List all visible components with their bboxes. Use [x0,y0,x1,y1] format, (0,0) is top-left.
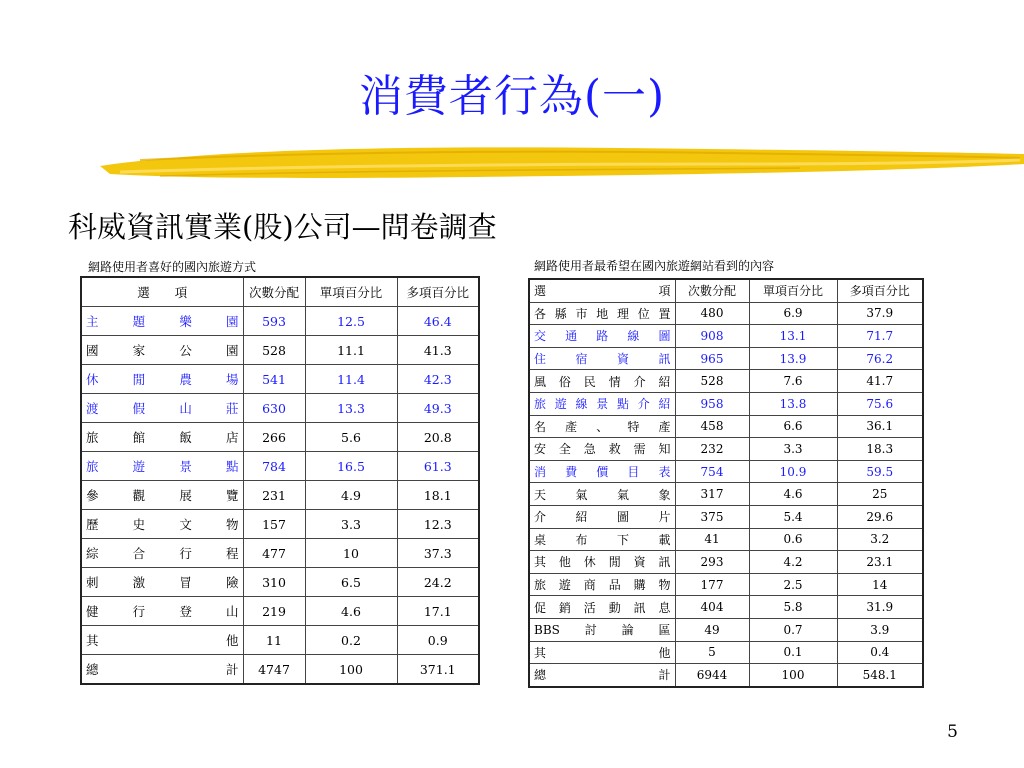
table-row [529,528,923,551]
cell-count: 310 [243,568,305,597]
row-label: 國家公園 [81,336,243,365]
cell-single: 6.6 [749,415,837,438]
cell-single: 7.6 [749,370,837,393]
row-label: 桌布下載 [529,528,675,551]
row-label: 交通路線圖 [529,325,675,348]
cell-count: 232 [675,438,749,461]
cell-multi: 61.3 [397,452,479,481]
cell-multi: 17.1 [397,597,479,626]
cell-multi: 41.7 [837,370,923,393]
row-label: 住宿資訊 [529,347,675,370]
cell-count: 231 [243,481,305,510]
cell-count: 528 [675,370,749,393]
cell-count: 4747 [243,655,305,685]
cell-multi: 371.1 [397,655,479,685]
column-header: 單項百分比 [749,279,837,302]
cell-single: 4.2 [749,551,837,574]
cell-multi: 59.5 [837,460,923,483]
cell-count: 458 [675,415,749,438]
row-label: 旅館飯店 [81,423,243,452]
cell-single: 10.9 [749,460,837,483]
cell-count: 958 [675,392,749,415]
cell-multi: 31.9 [837,596,923,619]
table-row [529,551,923,574]
cell-count: 266 [243,423,305,452]
cell-single: 10 [305,539,397,568]
table-row [529,438,923,461]
cell-single: 5.4 [749,505,837,528]
table-row [529,347,923,370]
table-row [81,597,479,626]
column-header: 次數分配 [675,279,749,302]
row-label: 安全急救需知 [529,438,675,461]
table-row [81,539,479,568]
column-header: 單項百分比 [305,277,397,307]
cell-count: 965 [675,347,749,370]
table-row [81,452,479,481]
table-row [529,641,923,664]
cell-single: 6.5 [305,568,397,597]
cell-multi: 24.2 [397,568,479,597]
cell-single: 13.1 [749,325,837,348]
cell-single: 0.2 [305,626,397,655]
row-label: 歷史文物 [81,510,243,539]
table-row [81,626,479,655]
table-row [81,655,479,685]
row-label: 天氣氣象 [529,483,675,506]
row-label: 刺激冒險 [81,568,243,597]
cell-count: 219 [243,597,305,626]
table-row [81,307,479,336]
table-row [529,573,923,596]
cell-single: 5.6 [305,423,397,452]
cell-multi: 3.9 [837,618,923,641]
cell-single: 4.6 [749,483,837,506]
cell-count: 6944 [675,664,749,687]
table-row [529,505,923,528]
cell-multi: 36.1 [837,415,923,438]
cell-multi: 76.2 [837,347,923,370]
row-label: 總計 [529,664,675,687]
cell-multi: 14 [837,573,923,596]
table2-caption: 網路使用者最希望在國內旅遊網站看到的內容 [534,259,775,273]
table-row [81,481,479,510]
row-label: 主題樂園 [81,307,243,336]
cell-multi: 37.3 [397,539,479,568]
cell-single: 0.1 [749,641,837,664]
cell-multi: 41.3 [397,336,479,365]
cell-multi: 18.1 [397,481,479,510]
cell-count: 480 [675,302,749,325]
cell-multi: 49.3 [397,394,479,423]
table-row [81,365,479,394]
cell-single: 0.6 [749,528,837,551]
table-row [529,392,923,415]
row-label: 其他休閒資訊 [529,551,675,574]
row-label: 旅遊景點 [81,452,243,481]
column-header: 選項 [529,279,675,302]
cell-single: 3.3 [305,510,397,539]
table-row [81,423,479,452]
table-header-row [81,277,479,307]
column-header: 選 項 [81,277,243,307]
row-label: 其他 [81,626,243,655]
cell-count: 293 [675,551,749,574]
cell-single: 0.7 [749,618,837,641]
cell-count: 908 [675,325,749,348]
cell-single: 11.1 [305,336,397,365]
cell-single: 13.8 [749,392,837,415]
table-row [81,510,479,539]
cell-multi: 18.3 [837,438,923,461]
cell-multi: 3.2 [837,528,923,551]
table-row [529,460,923,483]
cell-multi: 20.8 [397,423,479,452]
cell-single: 13.3 [305,394,397,423]
website-content-table [528,278,924,688]
cell-count: 541 [243,365,305,394]
row-label: 休閒農場 [81,365,243,394]
cell-single: 2.5 [749,573,837,596]
cell-multi: 0.4 [837,641,923,664]
cell-multi: 37.9 [837,302,923,325]
cell-count: 404 [675,596,749,619]
cell-multi: 42.3 [397,365,479,394]
table-row [529,618,923,641]
cell-count: 784 [243,452,305,481]
table-row [81,336,479,365]
cell-multi: 71.7 [837,325,923,348]
cell-count: 5 [675,641,749,664]
column-header: 次數分配 [243,277,305,307]
row-label: 其他 [529,641,675,664]
cell-multi: 23.1 [837,551,923,574]
table-row [529,325,923,348]
travel-preference-table [80,276,480,685]
cell-count: 375 [675,505,749,528]
row-label: 渡假山莊 [81,394,243,423]
row-label: 名產、特產 [529,415,675,438]
row-label: 總計 [81,655,243,685]
cell-count: 177 [675,573,749,596]
row-label: 旅遊線景點介紹 [529,392,675,415]
row-label: 健行登山 [81,597,243,626]
row-label: 旅遊商品購物 [529,573,675,596]
table-row [529,596,923,619]
cell-count: 317 [675,483,749,506]
cell-multi: 0.9 [397,626,479,655]
table-row [529,664,923,687]
cell-single: 5.8 [749,596,837,619]
cell-single: 12.5 [305,307,397,336]
cell-count: 630 [243,394,305,423]
cell-single: 100 [305,655,397,685]
cell-multi: 75.6 [837,392,923,415]
cell-multi: 548.1 [837,664,923,687]
brush-stroke-divider [100,140,1024,190]
cell-single: 6.9 [749,302,837,325]
cell-single: 4.6 [305,597,397,626]
cell-single: 3.3 [749,438,837,461]
row-label: 介紹圖片 [529,505,675,528]
table-row [529,483,923,506]
cell-multi: 46.4 [397,307,479,336]
cell-single: 13.9 [749,347,837,370]
row-label: 參觀展覽 [81,481,243,510]
survey-subtitle: 科威資訊實業(股)公司—問卷調查 [68,210,497,244]
row-label: 促銷活動訊息 [529,596,675,619]
cell-count: 593 [243,307,305,336]
table-row [529,415,923,438]
table-row [529,370,923,393]
cell-single: 11.4 [305,365,397,394]
cell-count: 477 [243,539,305,568]
table-header-row [529,279,923,302]
slide-title: 消費者行為(一) [358,71,666,122]
table1-caption: 網路使用者喜好的國內旅遊方式 [88,260,257,274]
cell-count: 157 [243,510,305,539]
cell-count: 11 [243,626,305,655]
cell-multi: 12.3 [397,510,479,539]
row-label: 風俗民情介紹 [529,370,675,393]
page-number: 5 [947,722,958,742]
row-label: 消費價目表 [529,460,675,483]
column-header: 多項百分比 [837,279,923,302]
table-row [81,394,479,423]
row-label: 綜合行程 [81,539,243,568]
cell-single: 16.5 [305,452,397,481]
table-row [529,302,923,325]
cell-count: 528 [243,336,305,365]
row-label: BBS討論區 [529,618,675,641]
column-header: 多項百分比 [397,277,479,307]
cell-single: 4.9 [305,481,397,510]
cell-multi: 29.6 [837,505,923,528]
cell-single: 100 [749,664,837,687]
table-row [81,568,479,597]
cell-count: 49 [675,618,749,641]
cell-multi: 25 [837,483,923,506]
cell-count: 41 [675,528,749,551]
row-label: 各縣市地理位置 [529,302,675,325]
cell-count: 754 [675,460,749,483]
